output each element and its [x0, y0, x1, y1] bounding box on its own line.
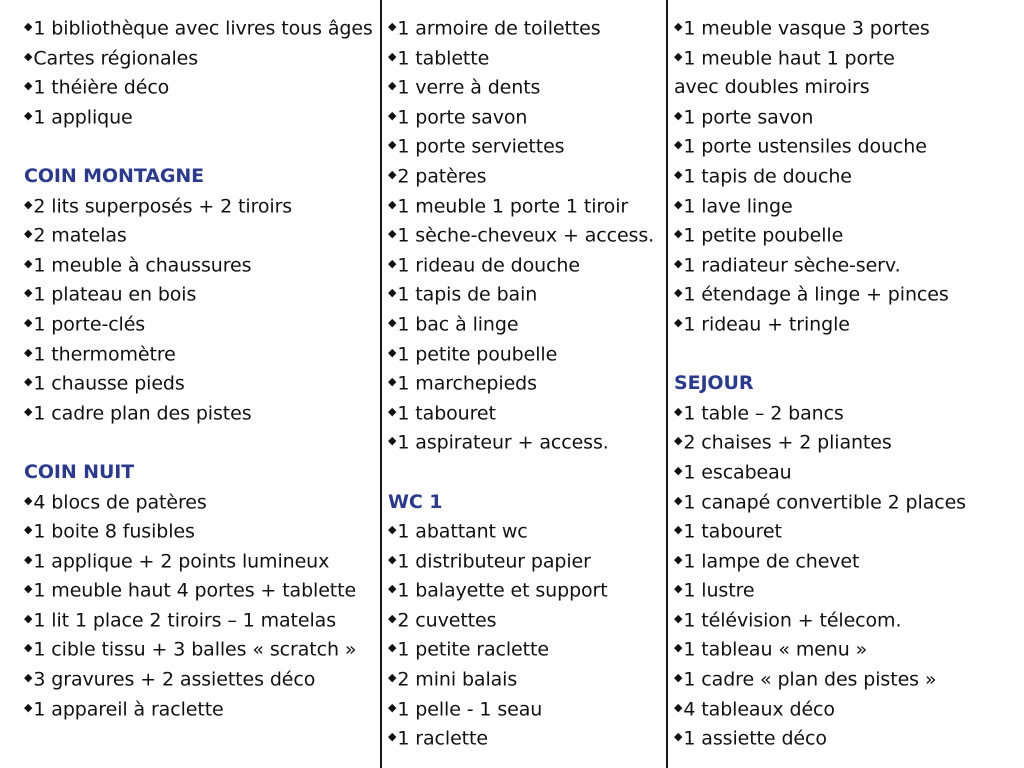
diamond-bullet-icon: ◆ [388, 20, 397, 33]
list-item [674, 488, 1014, 518]
diamond-bullet-icon: ◆ [24, 49, 33, 63]
spacer [24, 132, 376, 162]
list-item [24, 695, 376, 725]
section-heading: SEJOUR [674, 372, 754, 395]
section-heading: COIN NUIT [24, 460, 135, 483]
list-item-label: 1 armoire de toilettes [397, 17, 601, 40]
diamond-bullet-icon: ◆ [24, 286, 33, 300]
list-item-label: 1 petite raclette [397, 638, 549, 661]
list-item [24, 280, 376, 310]
diamond-bullet-icon: ◆ [388, 138, 397, 152]
list-item-label: 2 lits superposés + 2 tiroirs [33, 194, 293, 217]
list-item-label: 1 abattant wc [397, 520, 528, 543]
list-item-label: 1 bac à linge [397, 313, 519, 336]
list-item [388, 310, 660, 340]
list-item [24, 399, 376, 429]
list-item [24, 44, 376, 74]
diamond-bullet-icon: ◆ [24, 671, 33, 685]
spacer [24, 428, 376, 458]
diamond-bullet-icon: ◆ [674, 463, 683, 477]
list-item-label: 1 porte-clés [33, 313, 146, 336]
list-item-label: 1 applique [33, 106, 133, 129]
diamond-bullet-icon: ◆ [24, 404, 33, 418]
list-item [388, 192, 660, 222]
list-item-label: 1 tableau « menu » [683, 638, 868, 661]
list-item [674, 162, 1014, 192]
column-divider [666, 0, 668, 768]
diamond-bullet-icon: ◆ [24, 197, 33, 211]
diamond-bullet-icon: ◆ [24, 493, 33, 507]
list-item [388, 44, 660, 74]
list-item [388, 399, 660, 429]
diamond-bullet-icon: ◆ [388, 611, 397, 625]
list-item-label: 3 gravures + 2 assiettes déco [33, 668, 316, 691]
diamond-bullet-icon: ◆ [674, 671, 683, 685]
diamond-bullet-icon: ◆ [388, 167, 397, 181]
list-item [388, 14, 660, 44]
list-item-label: 1 boite 8 fusibles [33, 520, 195, 543]
list-item [674, 665, 1014, 695]
list-item [24, 547, 376, 577]
list-item [388, 428, 660, 458]
diamond-bullet-icon: ◆ [24, 227, 33, 241]
list-item [674, 73, 1014, 103]
list-item-label: 1 canapé convertible 2 places [683, 490, 966, 513]
list-item [388, 695, 660, 725]
list-item [24, 606, 376, 636]
list-item-label: 1 meuble 1 porte 1 tiroir [397, 194, 629, 217]
diamond-bullet-icon: ◆ [388, 404, 397, 418]
diamond-bullet-icon: ◆ [674, 286, 683, 300]
list-item-label: 1 escabeau [683, 461, 792, 484]
list-item [388, 73, 660, 103]
list-item [388, 251, 660, 281]
list-item-label: 2 mini balais [397, 668, 518, 691]
spacer [388, 458, 660, 488]
list-item-label: 1 télévision + télecom. [683, 609, 902, 632]
list-item [674, 310, 1014, 340]
list-item-label: 1 lave linge [683, 194, 793, 217]
list-item-label: 1 distributeur papier [397, 549, 591, 572]
diamond-bullet-icon: ◆ [24, 611, 33, 625]
diamond-bullet-icon: ◆ [388, 345, 397, 359]
list-item-label: 1 thermomètre [33, 342, 176, 365]
diamond-bullet-icon: ◆ [24, 641, 33, 655]
diamond-bullet-icon: ◆ [674, 523, 683, 537]
list-item-label: avec doubles miroirs [674, 76, 870, 99]
list-item [24, 73, 376, 103]
list-item-label: 1 aspirateur + access. [397, 431, 609, 454]
list-item [674, 221, 1014, 251]
diamond-bullet-icon: ◆ [674, 315, 683, 329]
list-item-label: 1 porte serviettes [397, 135, 565, 158]
diamond-bullet-icon: ◆ [24, 345, 33, 359]
list-item-label: 1 meuble vasque 3 portes [683, 17, 930, 40]
list-item [674, 251, 1014, 281]
diamond-bullet-icon: ◆ [388, 641, 397, 655]
list-item [388, 221, 660, 251]
diamond-bullet-icon: ◆ [388, 552, 397, 566]
list-item [24, 488, 376, 518]
list-item-label: 1 balayette et support [397, 579, 608, 602]
inventory-column-3 [674, 14, 1014, 768]
diamond-bullet-icon: ◆ [388, 582, 397, 596]
list-item-label: 1 assiette déco [683, 727, 827, 750]
list-item-label: 1 meuble haut 1 porte [683, 46, 895, 69]
list-item-label: 1 raclette [397, 727, 488, 750]
list-item [388, 369, 660, 399]
list-item-label: 1 étendage à linge + pinces [683, 283, 949, 306]
list-item-label: 1 lampe de chevet [683, 549, 860, 572]
diamond-bullet-icon: ◆ [388, 197, 397, 211]
list-item-label: Cartes régionales [33, 46, 199, 69]
diamond-bullet-icon: ◆ [24, 700, 33, 714]
diamond-bullet-icon: ◆ [674, 20, 683, 33]
list-item [388, 103, 660, 133]
list-item-label: 1 tapis de bain [397, 283, 538, 306]
list-item-label: 2 cuvettes [397, 609, 497, 632]
list-item-label: 1 cible tissu + 3 balles « scratch » [33, 638, 357, 661]
list-item-label: 1 petite poubelle [397, 342, 558, 365]
diamond-bullet-icon: ◆ [24, 108, 33, 122]
diamond-bullet-icon: ◆ [24, 79, 33, 93]
list-item-label: 1 rideau de douche [397, 254, 580, 277]
list-item [674, 14, 1014, 44]
diamond-bullet-icon: ◆ [388, 286, 397, 300]
list-item [674, 103, 1014, 133]
diamond-bullet-icon: ◆ [674, 552, 683, 566]
diamond-bullet-icon: ◆ [674, 641, 683, 655]
list-item-label: 1 lit 1 place 2 tiroirs – 1 matelas [33, 609, 337, 632]
list-item-label: 4 tableaux déco [683, 697, 835, 720]
diamond-bullet-icon: ◆ [674, 493, 683, 507]
diamond-bullet-icon: ◆ [674, 730, 683, 744]
list-item-label: 1 bibliothèque avec livres tous âges [33, 17, 373, 40]
diamond-bullet-icon: ◆ [388, 256, 397, 270]
list-item-label: 1 chausse pieds [33, 372, 185, 395]
diamond-bullet-icon: ◆ [388, 227, 397, 241]
list-item [388, 547, 660, 577]
list-item [24, 192, 376, 222]
list-item [674, 695, 1014, 725]
list-item [674, 44, 1014, 74]
list-item [674, 458, 1014, 488]
list-item-label: 1 porte savon [397, 106, 528, 129]
list-item-label: 1 cadre plan des pistes [33, 402, 252, 425]
list-item-label: 1 plateau en bois [33, 283, 197, 306]
list-item-label: 1 radiateur sèche-serv. [683, 254, 901, 277]
list-item [674, 132, 1014, 162]
diamond-bullet-icon: ◆ [674, 108, 683, 122]
list-item-label: 1 cadre « plan des pistes » [683, 668, 937, 691]
list-item [24, 14, 376, 44]
diamond-bullet-icon: ◆ [674, 404, 683, 418]
list-item [388, 132, 660, 162]
list-item [24, 340, 376, 370]
list-item-label: 1 sèche-cheveux + access. [397, 224, 655, 247]
diamond-bullet-icon: ◆ [388, 375, 397, 389]
list-item [674, 192, 1014, 222]
list-item [24, 251, 376, 281]
list-item [674, 547, 1014, 577]
diamond-bullet-icon: ◆ [24, 20, 33, 33]
list-item [24, 517, 376, 547]
list-item [674, 724, 1014, 754]
list-item-label: 1 porte ustensiles douche [683, 135, 927, 158]
list-item [388, 724, 660, 754]
list-item [674, 428, 1014, 458]
list-item [24, 310, 376, 340]
diamond-bullet-icon: ◆ [24, 552, 33, 566]
diamond-bullet-icon: ◆ [674, 256, 683, 270]
column-divider [380, 0, 382, 768]
list-item-label: 1 théière déco [33, 76, 170, 99]
diamond-bullet-icon: ◆ [388, 700, 397, 714]
list-item [24, 103, 376, 133]
diamond-bullet-icon: ◆ [674, 700, 683, 714]
list-item [388, 606, 660, 636]
list-item-label: 1 tablette [397, 46, 490, 69]
diamond-bullet-icon: ◆ [674, 227, 683, 241]
list-item-label: 1 applique + 2 points lumineux [33, 549, 330, 572]
diamond-bullet-icon: ◆ [674, 582, 683, 596]
list-item [674, 517, 1014, 547]
list-item-label: 4 blocs de patères [33, 490, 207, 513]
diamond-bullet-icon: ◆ [24, 256, 33, 270]
diamond-bullet-icon: ◆ [388, 315, 397, 329]
list-item-label: 1 lustre [683, 579, 755, 602]
list-item-label: 1 rideau + tringle [683, 313, 850, 336]
list-item-label: 1 table – 2 bancs [683, 402, 844, 425]
list-item-label: 1 appareil à raclette [33, 697, 224, 720]
list-item [388, 280, 660, 310]
list-item [24, 665, 376, 695]
list-item-label: 2 chaises + 2 pliantes [683, 431, 892, 454]
list-item-label: 1 meuble à chaussures [33, 254, 252, 277]
diamond-bullet-icon: ◆ [388, 434, 397, 448]
list-item [674, 280, 1014, 310]
list-item [388, 340, 660, 370]
diamond-bullet-icon: ◆ [24, 582, 33, 596]
list-item [674, 576, 1014, 606]
list-item [388, 517, 660, 547]
list-item [388, 635, 660, 665]
list-item-label: 2 patères [397, 165, 487, 188]
list-item-label: 2 matelas [33, 224, 127, 247]
diamond-bullet-icon: ◆ [388, 49, 397, 63]
list-item-label: 1 tabouret [683, 520, 782, 543]
list-item-label: 1 meuble haut 4 portes + tablette [33, 579, 357, 602]
list-item-label: 1 tapis de douche [683, 165, 852, 188]
diamond-bullet-icon: ◆ [674, 49, 683, 63]
diamond-bullet-icon: ◆ [388, 523, 397, 537]
diamond-bullet-icon: ◆ [388, 730, 397, 744]
list-item-label: 1 petite poubelle [683, 224, 844, 247]
diamond-bullet-icon: ◆ [674, 197, 683, 211]
list-item [388, 162, 660, 192]
diamond-bullet-icon: ◆ [388, 671, 397, 685]
section-heading: WC 1 [388, 490, 443, 513]
diamond-bullet-icon: ◆ [674, 611, 683, 625]
diamond-bullet-icon: ◆ [674, 167, 683, 181]
list-item [674, 399, 1014, 429]
diamond-bullet-icon: ◆ [674, 138, 683, 152]
list-item-label: 1 tabouret [397, 402, 496, 425]
list-item [388, 665, 660, 695]
diamond-bullet-icon: ◆ [24, 315, 33, 329]
section-heading: COIN MONTAGNE [24, 164, 205, 187]
list-item-label: 1 porte savon [683, 106, 814, 129]
inventory-column-2 [388, 14, 660, 768]
diamond-bullet-icon: ◆ [24, 523, 33, 537]
list-item [24, 369, 376, 399]
list-item-label: 1 pelle - 1 seau [397, 697, 543, 720]
list-item [674, 635, 1014, 665]
inventory-column-1 [24, 14, 376, 768]
diamond-bullet-icon: ◆ [24, 375, 33, 389]
list-item [24, 635, 376, 665]
diamond-bullet-icon: ◆ [388, 108, 397, 122]
list-item [24, 576, 376, 606]
list-item-label: 1 verre à dents [397, 76, 541, 99]
diamond-bullet-icon: ◆ [674, 434, 683, 448]
spacer [674, 340, 1014, 370]
list-item [24, 221, 376, 251]
list-item-label: 1 marchepieds [397, 372, 537, 395]
diamond-bullet-icon: ◆ [388, 79, 397, 93]
list-item [674, 606, 1014, 636]
list-item [388, 576, 660, 606]
